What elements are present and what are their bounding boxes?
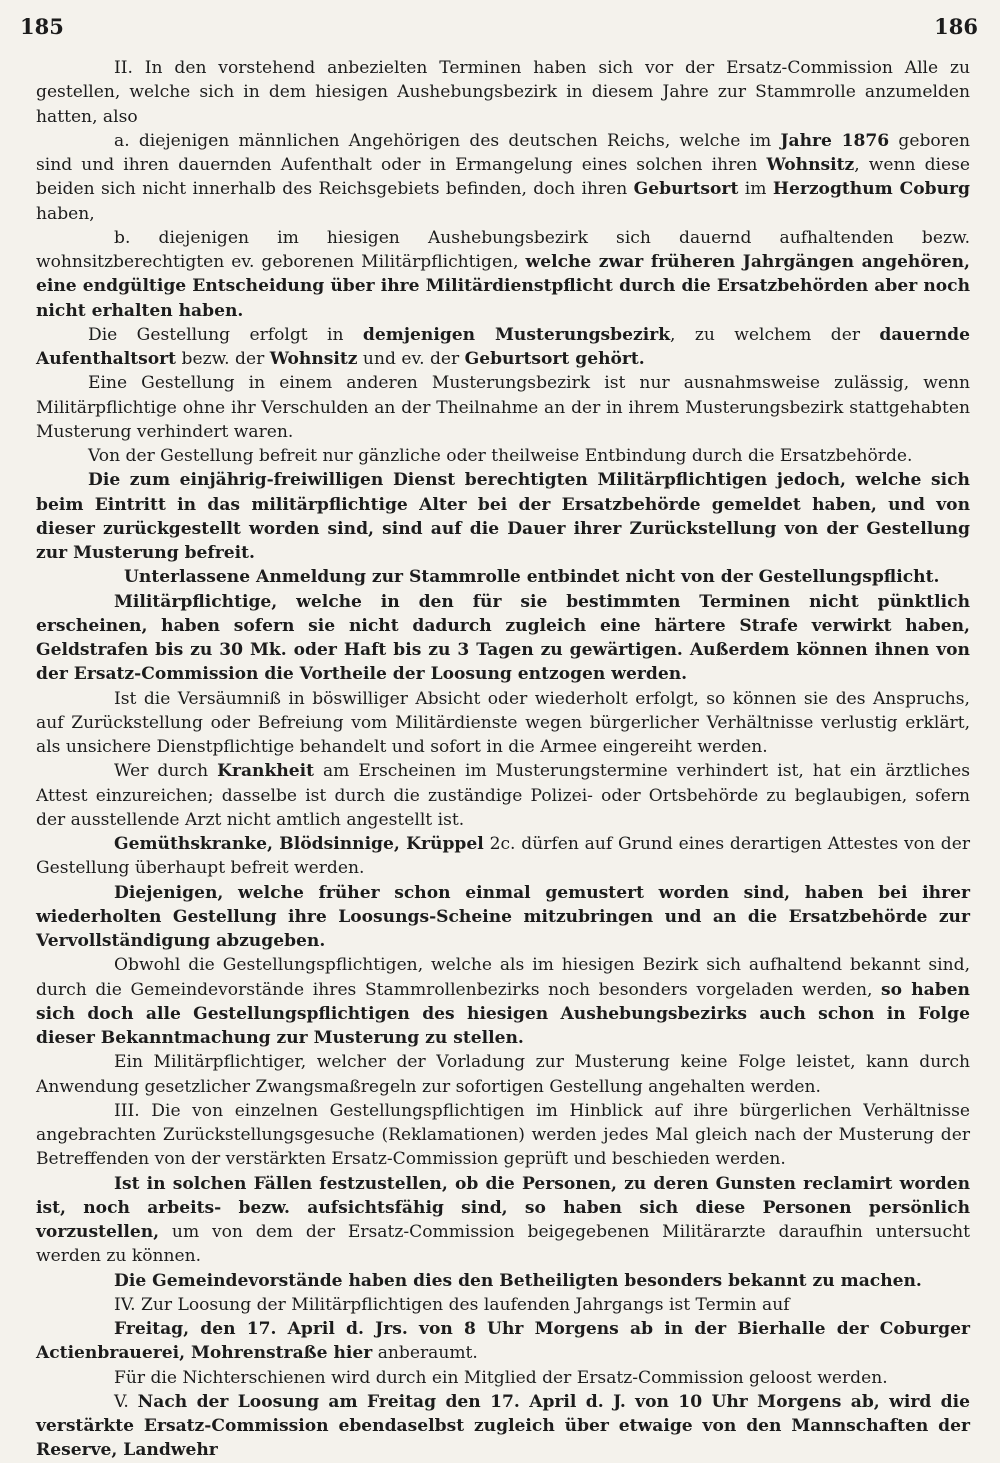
paragraph-termin-loosung: Freitag, den 17. April d. Jrs. von 8 Uhr Morgens ab in der Bierhalle der Coburger Actienbrauerei, Mohrenstraße hier anberaumt. bbox=[36, 1319, 970, 1364]
paragraph-item-b: b. diejenigen im hiesigen Aushebungsbezirk sich dauernd aufhaltenden bezw. wohnsitzberechtigten ev. geborenen Militärpflichtigen, welche zwar früheren Jahrgängen angehören, eine endgültige Entscheidung über ihre Militärdienstpflicht durch die Ersatzbehörden aber noch nicht erhalten haben. bbox=[36, 227, 970, 321]
paragraph-section-iii: III. Die von einzelnen Gestellungspflichtigen im Hinblick auf ihre bürgerlichen Verhältnisse angebrachten Zurückstellungsgesuche (Reklamationen) werden jedes Mal gleich nach der Musterung der Betreffenden von der verstärkten Ersatz-Commission geprüft und beschieden werden. bbox=[36, 1100, 970, 1170]
paragraph-section-ii: II. In den vorstehend anbezielten Terminen haben sich vor der Ersatz-Commission Alle zu gestellen, welche sich in dem hiesigen Aushebungsbezirk in diesem Jahre zur Stammrolle anzumelden hatten, also bbox=[36, 58, 970, 127]
paragraph-section-iv: IV. Zur Loosung der Militärpflichtigen des laufenden Jahrgangs ist Termin auf bbox=[114, 1294, 790, 1315]
page-number-right: 186 bbox=[934, 14, 978, 39]
paragraph-einjaehrig-freiwillig: Die zum einjährig-freiwilligen Dienst berechtigten Militärpflichtigen jedoch, welche sich beim Eintritt in das militärpflichtige Alter bei der Ersatzbehörde gemeldet haben, und von dieser zurückgestellt worden sind, sind auf die Dauer ihrer Zurückstellung von der Gestellung zur Musterung befreit. bbox=[36, 470, 970, 563]
paragraph-vorladung: Obwohl die Gestellungspflichtigen, welche als im hiesigen Bezirk sich aufhaltend bekannt sind, durch die Gemeindevorstände ihres Stammrollenbezirks noch besonders vorgeladen werden, so haben sich doch alle Gestellungspflichtigen des hiesigen Aushebungsbezirks auch schon in Folge dieser Bekanntmachung zur Musterung zu stellen. bbox=[36, 955, 970, 1048]
paragraph-unterlassene-anmeldung: Unterlassene Anmeldung zur Stammrolle entbindet nicht von der Gestellungspflicht. bbox=[124, 567, 940, 588]
paragraph-andere-bezirk: Eine Gestellung in einem anderen Musterungsbezirk ist nur ausnahmsweise zulässig, wenn Militärpflichtige ohne ihr Verschulden an der Theilnahme an der in ihrem Musterungsbezirk stattgehabten Musterung verhindert waren. bbox=[36, 373, 970, 442]
paragraph-nichterschienene: Für die Nichterschienen wird durch ein Mitglied der Ersatz-Commission geloost werden. bbox=[114, 1367, 888, 1388]
page-number-left: 185 bbox=[20, 14, 64, 39]
paragraph-arbeitsfaehigkeit: Ist in solchen Fällen festzustellen, ob die Personen, zu deren Gunsten reclamirt worden ist, noch arbeits- bezw. aufsichtsfähig sind, so haben sich diese Personen persönlich vorzustellen, um von dem der Ersatz-Commission beigegebenen Militärarzte daraufhin untersucht werden zu können. bbox=[36, 1173, 970, 1267]
paragraph-section-v: V. Nach der Loosung am Freitag den 17. April d. J. von 10 Uhr Morgens ab, wird die verstärkte Ersatz-Commission ebendaselbst zugleich über etwaige von den Mannschaften der Reserve, Landwehr bbox=[36, 1391, 970, 1461]
paragraph-strafen: Militärpflichtige, welche in den für sie bestimmten Terminen nicht pünktlich erscheinen, haben sofern sie nicht dadurch zugleich eine härtere Strafe verwirkt haben, Geldstrafen bis zu 30 Mk. oder Haft bis zu 3 Tagen zu gewärtigen. Außerdem können ihnen von der Ersatz-Commission die Vortheile der Loosung entzogen werden. bbox=[36, 591, 970, 685]
paragraph-befreiung: Von der Gestellung befreit nur gänzliche oder theilweise Entbindung durch die Ersatzbehörde. bbox=[88, 446, 913, 466]
paragraph-krankheit: Wer durch Krankheit am Erscheinen im Musterungstermine verhindert ist, hat ein ärztliches Attest einzureichen; dasselbe ist durch die zuständige Polizei- oder Ortsbehörde zu beglaubigen, sofern der ausstellende Arzt nicht amtlich angestellt ist. bbox=[36, 761, 970, 830]
paragraph-versaeumniss: Ist die Versäumniß in böswilliger Absicht oder wiederholt erfolgt, so können sie des Anspruchs, auf Zurückstellung oder Befreiung vom Militärdienste wegen bürgerlicher Verhältnisse verlustig erklärt, als unsichere Dienstpflichtige behandelt und sofort in die Armee eingereiht werden. bbox=[36, 688, 970, 757]
paragraph-item-a: a. diejenigen männlichen Angehörigen des deutschen Reichs, welche im Jahre 1876 geboren sind und ihren dauernden Aufenthalt oder in Ermangelung eines solchen ihren Wohnsitz, wenn diese beiden sich nicht innerhalb des Reichsgebiets befinden, doch ihren Geburtsort im Herzogthum Coburg haben, bbox=[36, 130, 970, 224]
document-body bbox=[36, 56, 970, 1463]
paragraph-gemeindevorstaende: Die Gemeindevorstände haben dies den Betheiligten besonders bekannt zu machen. bbox=[114, 1270, 922, 1291]
paragraph-zwangsmassregeln: Ein Militärpflichtiger, welcher der Vorladung zur Musterung keine Folge leistet, kann durch Anwendung gesetzlicher Zwangsmaßregeln zur sofortigen Gestellung angehalten werden. bbox=[36, 1052, 970, 1097]
paragraph-gestellung-bezirk: Die Gestellung erfolgt in demjenigen Musterungsbezirk, zu welchem der dauernde Aufenthaltsort bezw. der Wohnsitz und ev. der Geburtsort gehört. bbox=[36, 324, 970, 369]
paragraph-gemuethskranke: Gemüthskranke, Blödsinnige, Krüppel 2c. dürfen auf Grund eines derartigen Attestes von der Gestellung überhaupt befreit werden. bbox=[36, 834, 971, 879]
paragraph-loosungs-scheine: Diejenigen, welche früher schon einmal gemustert worden sind, haben bei ihrer wiederholten Gestellung ihre Loosungs-Scheine mitzubringen und an die Ersatzbehörde zur Vervollständigung abzugeben. bbox=[36, 882, 970, 951]
